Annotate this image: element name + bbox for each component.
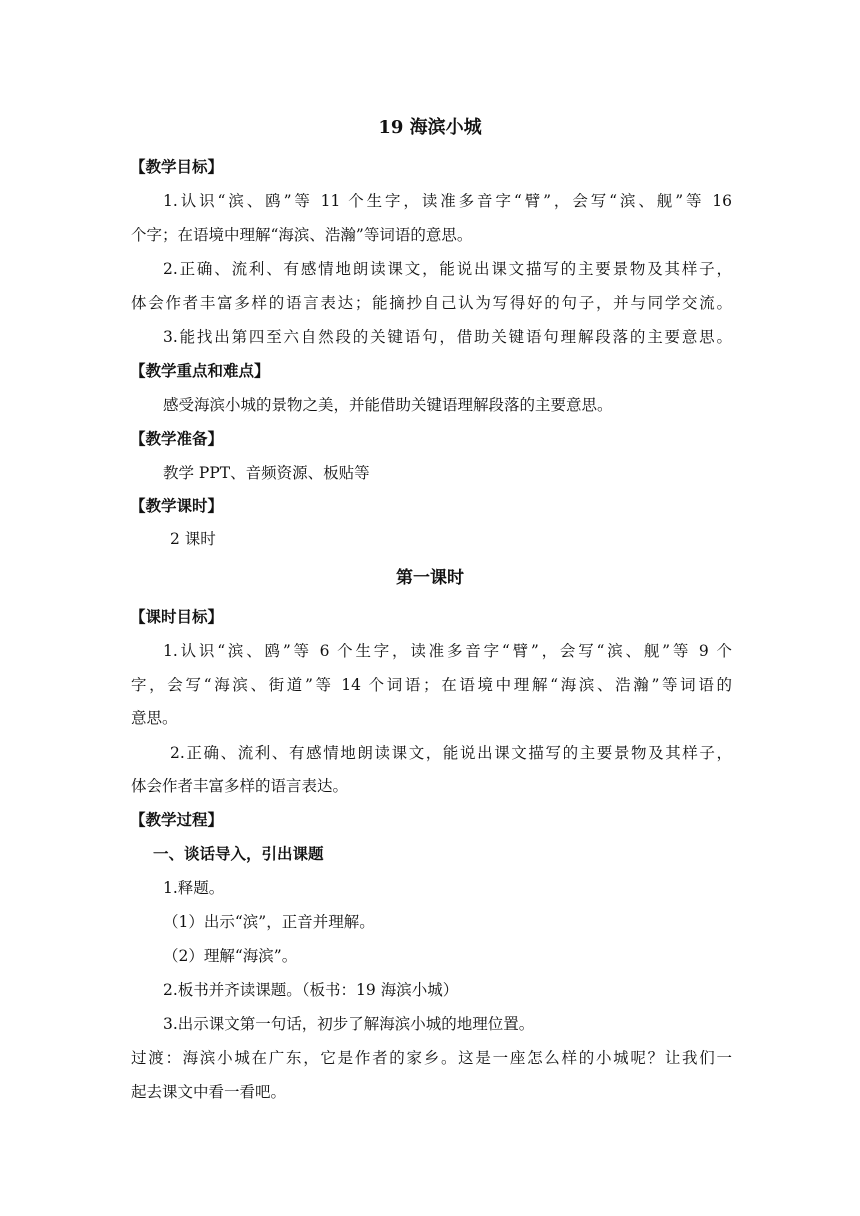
transition-line-1: 过渡：海滨小城在广东，它是作者的家乡。这是一座怎么样的小城呢？让我们一 — [131, 1049, 732, 1067]
heading-key-points: 【教学重点和难点】 — [130, 361, 270, 380]
heading-class-hours: 【教学课时】 — [130, 496, 224, 515]
goal-2-line-1: 2.正确、流利、有感情地朗读课文，能说出课文描写的主要景物及其样子， — [163, 260, 732, 278]
process-step-1-2: （2）理解“海滨”。 — [163, 947, 298, 965]
heading-preparation: 【教学准备】 — [130, 429, 224, 448]
heading-teaching-process: 【教学过程】 — [130, 810, 224, 829]
process-section-1: 一、谈话导入，引出课题 — [153, 844, 324, 863]
goal-1-line-1: 1.认识“滨、鸥”等 11 个生字，读准多音字“臂”，会写“滨、舰”等 16 — [163, 192, 732, 210]
lesson-goal-1-line-3: 意思。 — [131, 709, 178, 727]
document-title: 19 海滨小城 — [378, 117, 482, 138]
process-step-1: 1.释题。 — [163, 879, 225, 897]
goal-3: 3.能找出第四至六自然段的关键语句，借助关键语句理解段落的主要意思。 — [163, 328, 732, 346]
lesson-goal-2-line-1: 2.正确、流利、有感情地朗读课文，能说出课文描写的主要景物及其样子， — [170, 744, 732, 762]
heading-teaching-goals: 【教学目标】 — [130, 157, 224, 176]
lesson-1-title: 第一课时 — [396, 568, 464, 588]
process-step-1-1: （1）出示“滨”，正音并理解。 — [163, 913, 375, 931]
lesson-goal-2-line-2: 体会作者丰富多样的语言表达。 — [131, 777, 349, 795]
process-step-3: 3.出示课文第一句话，初步了解海滨小城的地理位置。 — [163, 1015, 535, 1033]
key-points-text: 感受海滨小城的景物之美，并能借助关键语理解段落的主要意思。 — [163, 396, 613, 414]
lesson-goal-1-line-2: 字，会写“海滨、街道”等 14 个词语；在语境中理解“海滨、浩瀚”等词语的 — [131, 676, 732, 694]
heading-lesson-goals: 【课时目标】 — [130, 607, 224, 626]
goal-2-line-2: 体会作者丰富多样的语言表达；能摘抄自己认为写得好的句子，并与同学交流。 — [131, 294, 732, 312]
goal-1-line-2: 个字；在语境中理解“海滨、浩瀚”等词语的意思。 — [131, 226, 473, 244]
transition-line-2: 起去课文中看一看吧。 — [131, 1083, 287, 1101]
class-hours-text: 2 课时 — [170, 530, 216, 548]
preparation-text: 教学 PPT、音频资源、板贴等 — [163, 464, 370, 482]
process-step-2: 2.板书并齐读课题。（板书：19 海滨小城） — [163, 981, 459, 999]
lesson-goal-1-line-1: 1.认识“滨、鸥”等 6 个生字，读准多音字“臂”，会写“滨、舰”等 9 个 — [163, 642, 732, 660]
